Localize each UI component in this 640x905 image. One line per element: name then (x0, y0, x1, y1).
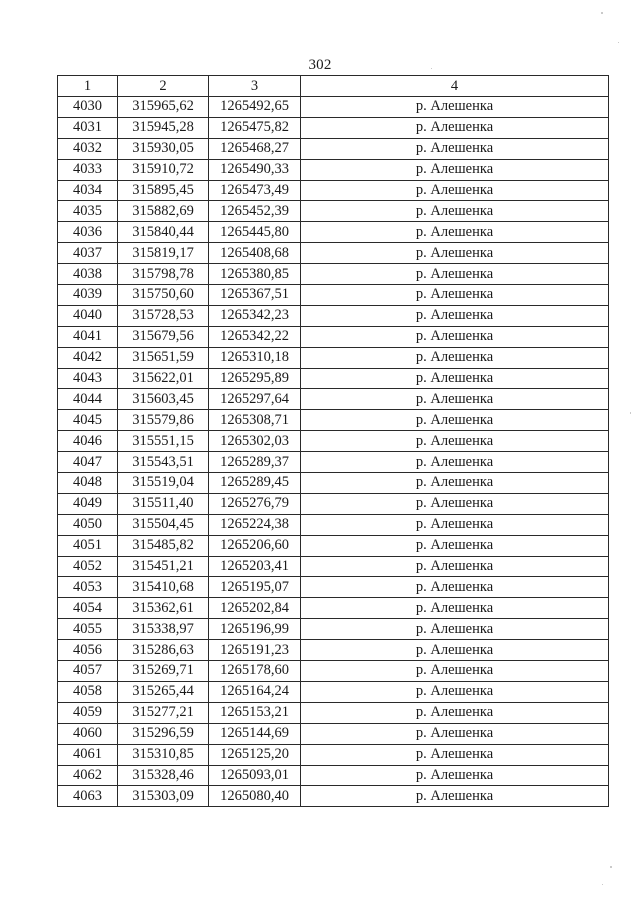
object-name-cell: р. Алешенка (301, 410, 609, 431)
y-coordinate-cell: 1265178,60 (209, 661, 301, 682)
table-row (58, 389, 609, 410)
object-name-cell: р. Алешенка (301, 452, 609, 473)
x-coordinate-cell: 315945,28 (118, 117, 209, 138)
object-name-cell: р. Алешенка (301, 514, 609, 535)
point-number-cell: 4043 (58, 368, 118, 389)
scan-speck (601, 12, 603, 14)
point-number-cell: 4044 (58, 389, 118, 410)
y-coordinate-cell: 1265289,37 (209, 452, 301, 473)
scan-speck (431, 68, 432, 69)
object-name-cell: р. Алешенка (301, 723, 609, 744)
y-coordinate-cell: 1265224,38 (209, 514, 301, 535)
table-header (58, 76, 609, 97)
point-number-cell: 4061 (58, 744, 118, 765)
object-name-cell: р. Алешенка (301, 285, 609, 306)
table-row (58, 619, 609, 640)
x-coordinate-cell: 315362,61 (118, 598, 209, 619)
table-row (58, 243, 609, 264)
x-coordinate-cell: 315504,45 (118, 514, 209, 535)
y-coordinate-cell: 1265310,18 (209, 347, 301, 368)
x-coordinate-cell: 315277,21 (118, 702, 209, 723)
point-number-cell: 4047 (58, 452, 118, 473)
point-number-cell: 4052 (58, 556, 118, 577)
page-number: 302 (308, 57, 332, 73)
x-coordinate-cell: 315651,59 (118, 347, 209, 368)
object-name-cell: р. Алешенка (301, 180, 609, 201)
x-coordinate-cell: 315551,15 (118, 431, 209, 452)
x-coordinate-cell: 315543,51 (118, 452, 209, 473)
object-name-cell: р. Алешенка (301, 159, 609, 180)
y-coordinate-cell: 1265342,23 (209, 305, 301, 326)
object-name-cell: р. Алешенка (301, 765, 609, 786)
y-coordinate-cell: 1265308,71 (209, 410, 301, 431)
point-number-cell: 4036 (58, 222, 118, 243)
y-coordinate-cell: 1265367,51 (209, 285, 301, 306)
table-row (58, 452, 609, 473)
y-coordinate-cell: 1265289,45 (209, 473, 301, 494)
y-coordinate-cell: 1265490,33 (209, 159, 301, 180)
y-coordinate-cell: 1265191,23 (209, 640, 301, 661)
object-name-cell: р. Алешенка (301, 264, 609, 285)
y-coordinate-cell: 1265468,27 (209, 138, 301, 159)
y-coordinate-cell: 1265473,49 (209, 180, 301, 201)
object-name-cell: р. Алешенка (301, 243, 609, 264)
point-number-cell: 4058 (58, 681, 118, 702)
x-coordinate-cell: 315485,82 (118, 535, 209, 556)
y-coordinate-cell: 1265195,07 (209, 577, 301, 598)
table-row (58, 640, 609, 661)
scan-speck (610, 866, 612, 868)
object-name-cell: р. Алешенка (301, 744, 609, 765)
table-row (58, 535, 609, 556)
scan-speck (618, 42, 619, 43)
point-number-cell: 4054 (58, 598, 118, 619)
y-coordinate-cell: 1265206,60 (209, 535, 301, 556)
table-row (58, 326, 609, 347)
table-row (58, 702, 609, 723)
table-row (58, 222, 609, 243)
header-col-3: 3 (209, 76, 301, 97)
y-coordinate-cell: 1265144,69 (209, 723, 301, 744)
scan-speck (630, 412, 631, 414)
x-coordinate-cell: 315819,17 (118, 243, 209, 264)
x-coordinate-cell: 315895,45 (118, 180, 209, 201)
point-number-cell: 4050 (58, 514, 118, 535)
object-name-cell: р. Алешенка (301, 117, 609, 138)
y-coordinate-cell: 1265342,22 (209, 326, 301, 347)
point-number-cell: 4049 (58, 493, 118, 514)
x-coordinate-cell: 315265,44 (118, 681, 209, 702)
table-row (58, 159, 609, 180)
point-number-cell: 4042 (58, 347, 118, 368)
table-row (58, 577, 609, 598)
point-number-cell: 4057 (58, 661, 118, 682)
table-row (58, 661, 609, 682)
x-coordinate-cell: 315303,09 (118, 786, 209, 807)
y-coordinate-cell: 1265125,20 (209, 744, 301, 765)
object-name-cell: р. Алешенка (301, 326, 609, 347)
object-name-cell: р. Алешенка (301, 661, 609, 682)
point-number-cell: 4032 (58, 138, 118, 159)
x-coordinate-cell: 315511,40 (118, 493, 209, 514)
x-coordinate-cell: 315622,01 (118, 368, 209, 389)
table-row (58, 514, 609, 535)
x-coordinate-cell: 315798,78 (118, 264, 209, 285)
table-row (58, 97, 609, 118)
point-number-cell: 4039 (58, 285, 118, 306)
object-name-cell: р. Алешенка (301, 368, 609, 389)
point-number-cell: 4035 (58, 201, 118, 222)
table-row (58, 556, 609, 577)
point-number-cell: 4055 (58, 619, 118, 640)
object-name-cell: р. Алешенка (301, 702, 609, 723)
object-name-cell: р. Алешенка (301, 493, 609, 514)
object-name-cell: р. Алешенка (301, 431, 609, 452)
x-coordinate-cell: 315269,71 (118, 661, 209, 682)
header-col-2: 2 (118, 76, 209, 97)
object-name-cell: р. Алешенка (301, 681, 609, 702)
x-coordinate-cell: 315338,97 (118, 619, 209, 640)
table-row (58, 138, 609, 159)
x-coordinate-cell: 315882,69 (118, 201, 209, 222)
x-coordinate-cell: 315965,62 (118, 97, 209, 118)
object-name-cell: р. Алешенка (301, 222, 609, 243)
header-row (58, 76, 609, 97)
point-number-cell: 4062 (58, 765, 118, 786)
object-name-cell: р. Алешенка (301, 619, 609, 640)
y-coordinate-cell: 1265203,41 (209, 556, 301, 577)
object-name-cell: р. Алешенка (301, 556, 609, 577)
table-row (58, 305, 609, 326)
table-row (58, 744, 609, 765)
object-name-cell: р. Алешенка (301, 598, 609, 619)
object-name-cell: р. Алешенка (301, 535, 609, 556)
table-row (58, 368, 609, 389)
table-row (58, 786, 609, 807)
x-coordinate-cell: 315603,45 (118, 389, 209, 410)
table-row (58, 264, 609, 285)
point-number-cell: 4038 (58, 264, 118, 285)
y-coordinate-cell: 1265080,40 (209, 786, 301, 807)
object-name-cell: р. Алешенка (301, 347, 609, 368)
table-row (58, 285, 609, 306)
point-number-cell: 4051 (58, 535, 118, 556)
object-name-cell: р. Алешенка (301, 640, 609, 661)
table-row (58, 117, 609, 138)
x-coordinate-cell: 315451,21 (118, 556, 209, 577)
x-coordinate-cell: 315310,85 (118, 744, 209, 765)
x-coordinate-cell: 315328,46 (118, 765, 209, 786)
y-coordinate-cell: 1265202,84 (209, 598, 301, 619)
y-coordinate-cell: 1265196,99 (209, 619, 301, 640)
point-number-cell: 4040 (58, 305, 118, 326)
x-coordinate-cell: 315728,53 (118, 305, 209, 326)
y-coordinate-cell: 1265492,65 (209, 97, 301, 118)
table-row (58, 410, 609, 431)
object-name-cell: р. Алешенка (301, 786, 609, 807)
table-row (58, 473, 609, 494)
point-number-cell: 4037 (58, 243, 118, 264)
y-coordinate-cell: 1265408,68 (209, 243, 301, 264)
table-row (58, 347, 609, 368)
table-row (58, 598, 609, 619)
table-row (58, 201, 609, 222)
point-number-cell: 4048 (58, 473, 118, 494)
x-coordinate-cell: 315750,60 (118, 285, 209, 306)
point-number-cell: 4063 (58, 786, 118, 807)
point-number-cell: 4060 (58, 723, 118, 744)
x-coordinate-cell: 315910,72 (118, 159, 209, 180)
point-number-cell: 4045 (58, 410, 118, 431)
y-coordinate-cell: 1265164,24 (209, 681, 301, 702)
point-number-cell: 4056 (58, 640, 118, 661)
y-coordinate-cell: 1265295,89 (209, 368, 301, 389)
y-coordinate-cell: 1265380,85 (209, 264, 301, 285)
x-coordinate-cell: 315519,04 (118, 473, 209, 494)
y-coordinate-cell: 1265475,82 (209, 117, 301, 138)
point-number-cell: 4030 (58, 97, 118, 118)
x-coordinate-cell: 315296,59 (118, 723, 209, 744)
point-number-cell: 4041 (58, 326, 118, 347)
table-row (58, 431, 609, 452)
object-name-cell: р. Алешенка (301, 138, 609, 159)
point-number-cell: 4046 (58, 431, 118, 452)
scan-speck (602, 884, 603, 885)
table-row (58, 493, 609, 514)
x-coordinate-cell: 315286,63 (118, 640, 209, 661)
x-coordinate-cell: 315840,44 (118, 222, 209, 243)
object-name-cell: р. Алешенка (301, 389, 609, 410)
point-number-cell: 4053 (58, 577, 118, 598)
y-coordinate-cell: 1265297,64 (209, 389, 301, 410)
x-coordinate-cell: 315579,86 (118, 410, 209, 431)
table-row (58, 723, 609, 744)
header-col-1: 1 (58, 76, 118, 97)
x-coordinate-cell: 315930,05 (118, 138, 209, 159)
point-number-cell: 4059 (58, 702, 118, 723)
x-coordinate-cell: 315679,56 (118, 326, 209, 347)
table-row (58, 180, 609, 201)
y-coordinate-cell: 1265153,21 (209, 702, 301, 723)
x-coordinate-cell: 315410,68 (118, 577, 209, 598)
y-coordinate-cell: 1265452,39 (209, 201, 301, 222)
y-coordinate-cell: 1265302,03 (209, 431, 301, 452)
table-row (58, 765, 609, 786)
point-number-cell: 4031 (58, 117, 118, 138)
header-col-4: 4 (301, 76, 609, 97)
y-coordinate-cell: 1265276,79 (209, 493, 301, 514)
y-coordinate-cell: 1265445,80 (209, 222, 301, 243)
y-coordinate-cell: 1265093,01 (209, 765, 301, 786)
object-name-cell: р. Алешенка (301, 577, 609, 598)
object-name-cell: р. Алешенка (301, 473, 609, 494)
table-row (58, 681, 609, 702)
coordinates-table (57, 75, 609, 807)
table-body (58, 97, 609, 807)
object-name-cell: р. Алешенка (301, 201, 609, 222)
object-name-cell: р. Алешенка (301, 97, 609, 118)
point-number-cell: 4033 (58, 159, 118, 180)
object-name-cell: р. Алешенка (301, 305, 609, 326)
point-number-cell: 4034 (58, 180, 118, 201)
